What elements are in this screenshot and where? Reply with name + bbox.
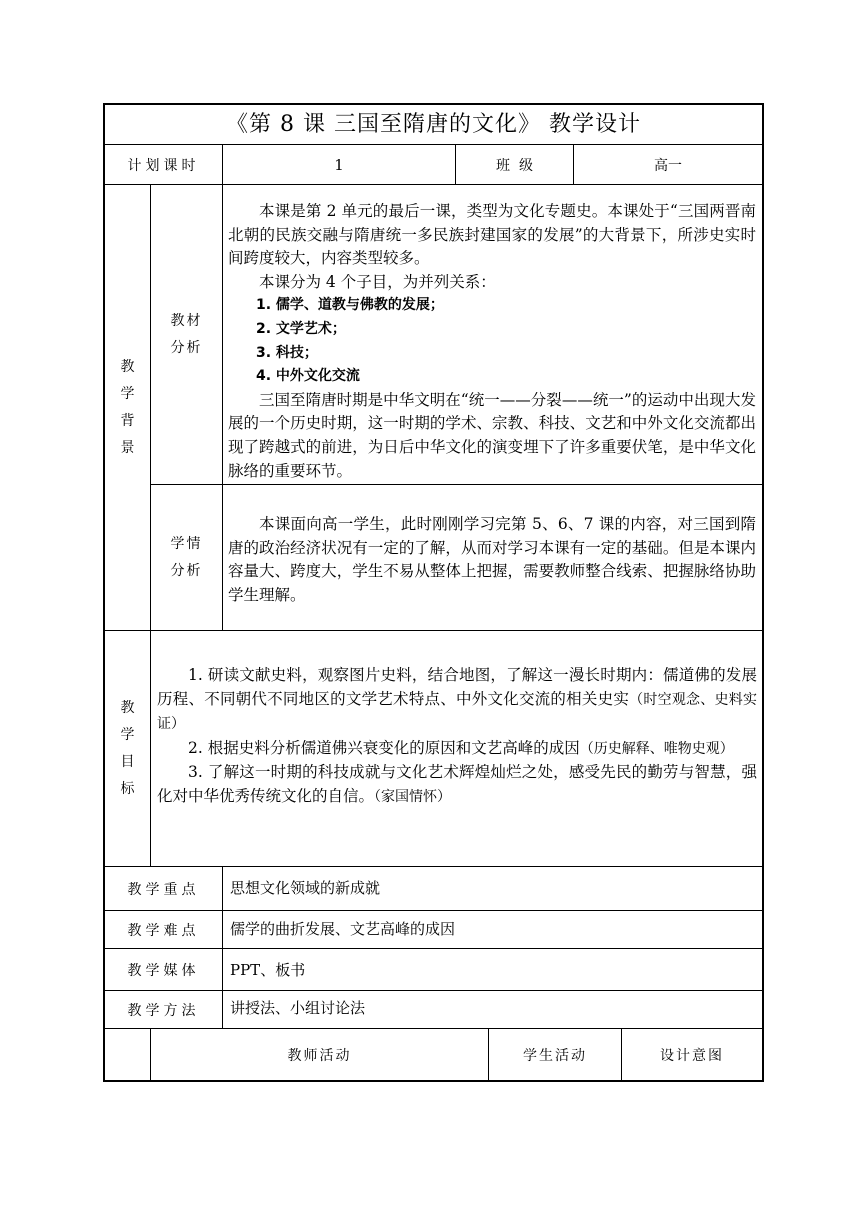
materials-parts-intro: 本课分为 4 个子目，为并列关系： bbox=[259, 272, 496, 291]
materials-part-1: 1. 儒学、道教与佛教的发展； bbox=[256, 297, 444, 314]
teacher-activity-header: 教师活动 bbox=[287, 1048, 352, 1064]
materials-part-4: 4. 中外文化交流 bbox=[256, 368, 360, 385]
methods-label: 教学方法 bbox=[127, 1002, 200, 1019]
objective-3: 3. 了解这一时期的科技成就与文化艺术辉煌灿烂之处，感受先民的勤劳与智慧，强化对中华优秀传统文化的自信。（家国情怀） bbox=[157, 763, 757, 805]
difficulties-label: 教学难点 bbox=[127, 922, 200, 939]
key-points-value: 思想文化领域的新成就 bbox=[230, 879, 381, 897]
student-analysis-label: 学情 分析 bbox=[170, 535, 203, 579]
methods-value: 讲授法、小组讨论法 bbox=[230, 999, 366, 1017]
student-analysis-content: 本课面向高一学生，此时刚刚学习完第 5、6、7 课的内容，对三国到隋唐的政治经济状况有一定的了解，从而对学习本课有一定的基础。但是本课内容量大、跨度大，学生不易从整体上把握，需要教师整合线索、把握脉络协助学生理解。 bbox=[228, 515, 756, 604]
objective-2: 2. 根据史料分析儒道佛兴衰变化的原因和文艺高峰的成因（历史解释、唯物史观） bbox=[188, 738, 734, 757]
materials-part-3: 3. 科技； bbox=[256, 344, 318, 361]
planned-hours-label: 计划课时 bbox=[127, 157, 200, 174]
class-label: 班 级 bbox=[496, 157, 533, 174]
document-title: 《第 8 课 三国至隋唐的文化》 教学设计 bbox=[226, 112, 641, 137]
materials-conclusion: 三国至隋唐时期是中华文明在“统一——分裂——统一”的运动中出现大发展的一个历史时期，这一时期的学术、宗教、科技、文艺和中外文化交流都出现了跨越式的前进，为日后中华文化的演变埋下了许多重要伏笔，是中华文化脉络的重要环节。 bbox=[228, 390, 756, 480]
objective-1: 1. 研读文献史料，观察图片史料，结合地图，了解这一漫长时期内：儒道佛的发展历程、不同朝代不同地区的文学艺术特点、中外文化交流的相关史实（时空观念、史料实证） bbox=[157, 666, 758, 733]
media-label: 教学媒体 bbox=[127, 962, 200, 979]
materials-part-2: 2. 文学艺术； bbox=[256, 320, 346, 337]
difficulties-value: 儒学的曲折发展、文艺高峰的成因 bbox=[230, 920, 456, 938]
materials-analysis-content bbox=[228, 200, 756, 483]
student-activity-header: 学生活动 bbox=[523, 1048, 587, 1064]
materials-intro: 本课是第 2 单元的最后一课，类型为文化专题史。本课处于“三国两晋南北朝的民族交融与隋唐统一多民族封建国家的发展”的大背景下，所涉史实时间跨度较大，内容类型较多。 bbox=[228, 202, 756, 268]
teaching-objectives-content bbox=[157, 664, 757, 810]
design-intent-header: 设计意图 bbox=[660, 1048, 724, 1064]
key-points-label: 教学重点 bbox=[127, 881, 200, 898]
planned-hours-value: 1 bbox=[334, 155, 344, 174]
media-value: PPT、板书 bbox=[230, 961, 306, 979]
teaching-background-label: 教 学 背 景 bbox=[120, 358, 135, 456]
teaching-objectives-label: 教 学 目 标 bbox=[120, 699, 135, 797]
materials-analysis-label: 教材 分析 bbox=[170, 312, 203, 356]
class-value: 高一 bbox=[654, 157, 682, 174]
